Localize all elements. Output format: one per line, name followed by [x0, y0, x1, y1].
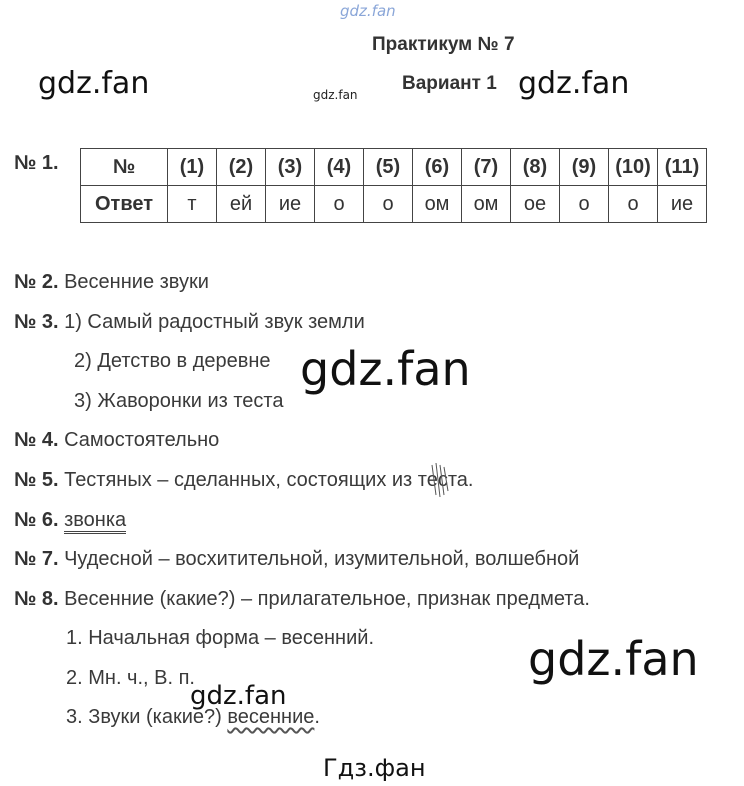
table-cell: ом [462, 186, 511, 223]
task8-item-1: 1. Начальная форма – весенний. [66, 627, 374, 649]
table-cell: о [609, 186, 658, 223]
task8-item-3-word: весенние [227, 706, 315, 728]
task3-line [14, 311, 365, 334]
task8-item-3-prefix: 3. Звуки (какие?) [66, 706, 228, 728]
task2-answer: Весенние звуки [64, 271, 209, 293]
task8-answer: Весенние (какие?) – прилагательное, признак предмета. [64, 588, 590, 610]
table-cell: т [168, 186, 217, 223]
task5-line [14, 469, 473, 492]
task2-line [14, 271, 209, 294]
watermark-left: gdz.fan [38, 66, 150, 101]
scribble-mark [430, 461, 450, 499]
task3-item-1: 1) Самый радостный звук земли [64, 311, 365, 333]
watermark-bottom: Гдз.фан [323, 754, 426, 782]
table-cell: ие [658, 186, 707, 223]
task6-number: № 6. [14, 509, 59, 531]
watermark-lower-small: gdz.fan [190, 681, 287, 711]
task6-line [14, 509, 126, 532]
watermark-right: gdz.fan [518, 66, 630, 101]
task1-number: № 1. [14, 152, 59, 174]
table-cell: Ответ [81, 186, 168, 223]
task5-answer: Тестяных – сделанных, состоящих из теста. [64, 469, 474, 491]
table-cell: (7) [462, 149, 511, 186]
task8-item-3-suffix: . [314, 706, 320, 728]
table-cell: ие [266, 186, 315, 223]
task8-number: № 8. [14, 588, 59, 610]
table-cell: (11) [658, 149, 707, 186]
answer-table [80, 148, 707, 223]
task3-number: № 3. [14, 311, 59, 333]
task4-number: № 4. [14, 429, 59, 451]
table-cell: (1) [168, 149, 217, 186]
table-cell: о [560, 186, 609, 223]
table-cell: (8) [511, 149, 560, 186]
table-cell: (10) [609, 149, 658, 186]
table-cell: (3) [266, 149, 315, 186]
task8-item-2: 2. Мн. ч., В. п. [66, 667, 195, 689]
task6-answer: звонка [64, 509, 126, 534]
table-cell: ое [511, 186, 560, 223]
task7-line [14, 548, 579, 571]
task7-answer: Чудесной – восхитительной, изумительной, волшебной [64, 548, 580, 570]
watermark-top: gdz.fan [340, 2, 396, 20]
table-answer-row [81, 186, 707, 223]
table-cell: (6) [413, 149, 462, 186]
table-cell: (2) [217, 149, 266, 186]
task4-answer: Самостоятельно [64, 429, 220, 451]
page-title: Практикум № 7 [372, 34, 515, 55]
table-cell: о [364, 186, 413, 223]
table-cell: № [81, 149, 168, 186]
task7-number: № 7. [14, 548, 59, 570]
task5-number: № 5. [14, 469, 59, 491]
table-cell: ом [413, 186, 462, 223]
task4-line [14, 429, 219, 452]
task3-item-3: 3) Жаворонки из теста [74, 390, 284, 412]
task8-line [14, 588, 590, 611]
task3-item-2: 2) Детство в деревне [74, 350, 271, 372]
watermark-lower-right: gdz.fan [528, 632, 699, 686]
table-cell: (5) [364, 149, 413, 186]
table-cell: ей [217, 186, 266, 223]
watermark-center: gdz.fan [300, 342, 471, 396]
task2-number: № 2. [14, 271, 59, 293]
watermark-small: gdz.fan [313, 88, 358, 102]
variant-label: Вариант 1 [402, 73, 497, 94]
table-cell: (4) [315, 149, 364, 186]
table-cell: (9) [560, 149, 609, 186]
table-cell: о [315, 186, 364, 223]
table-header-row [81, 149, 707, 186]
